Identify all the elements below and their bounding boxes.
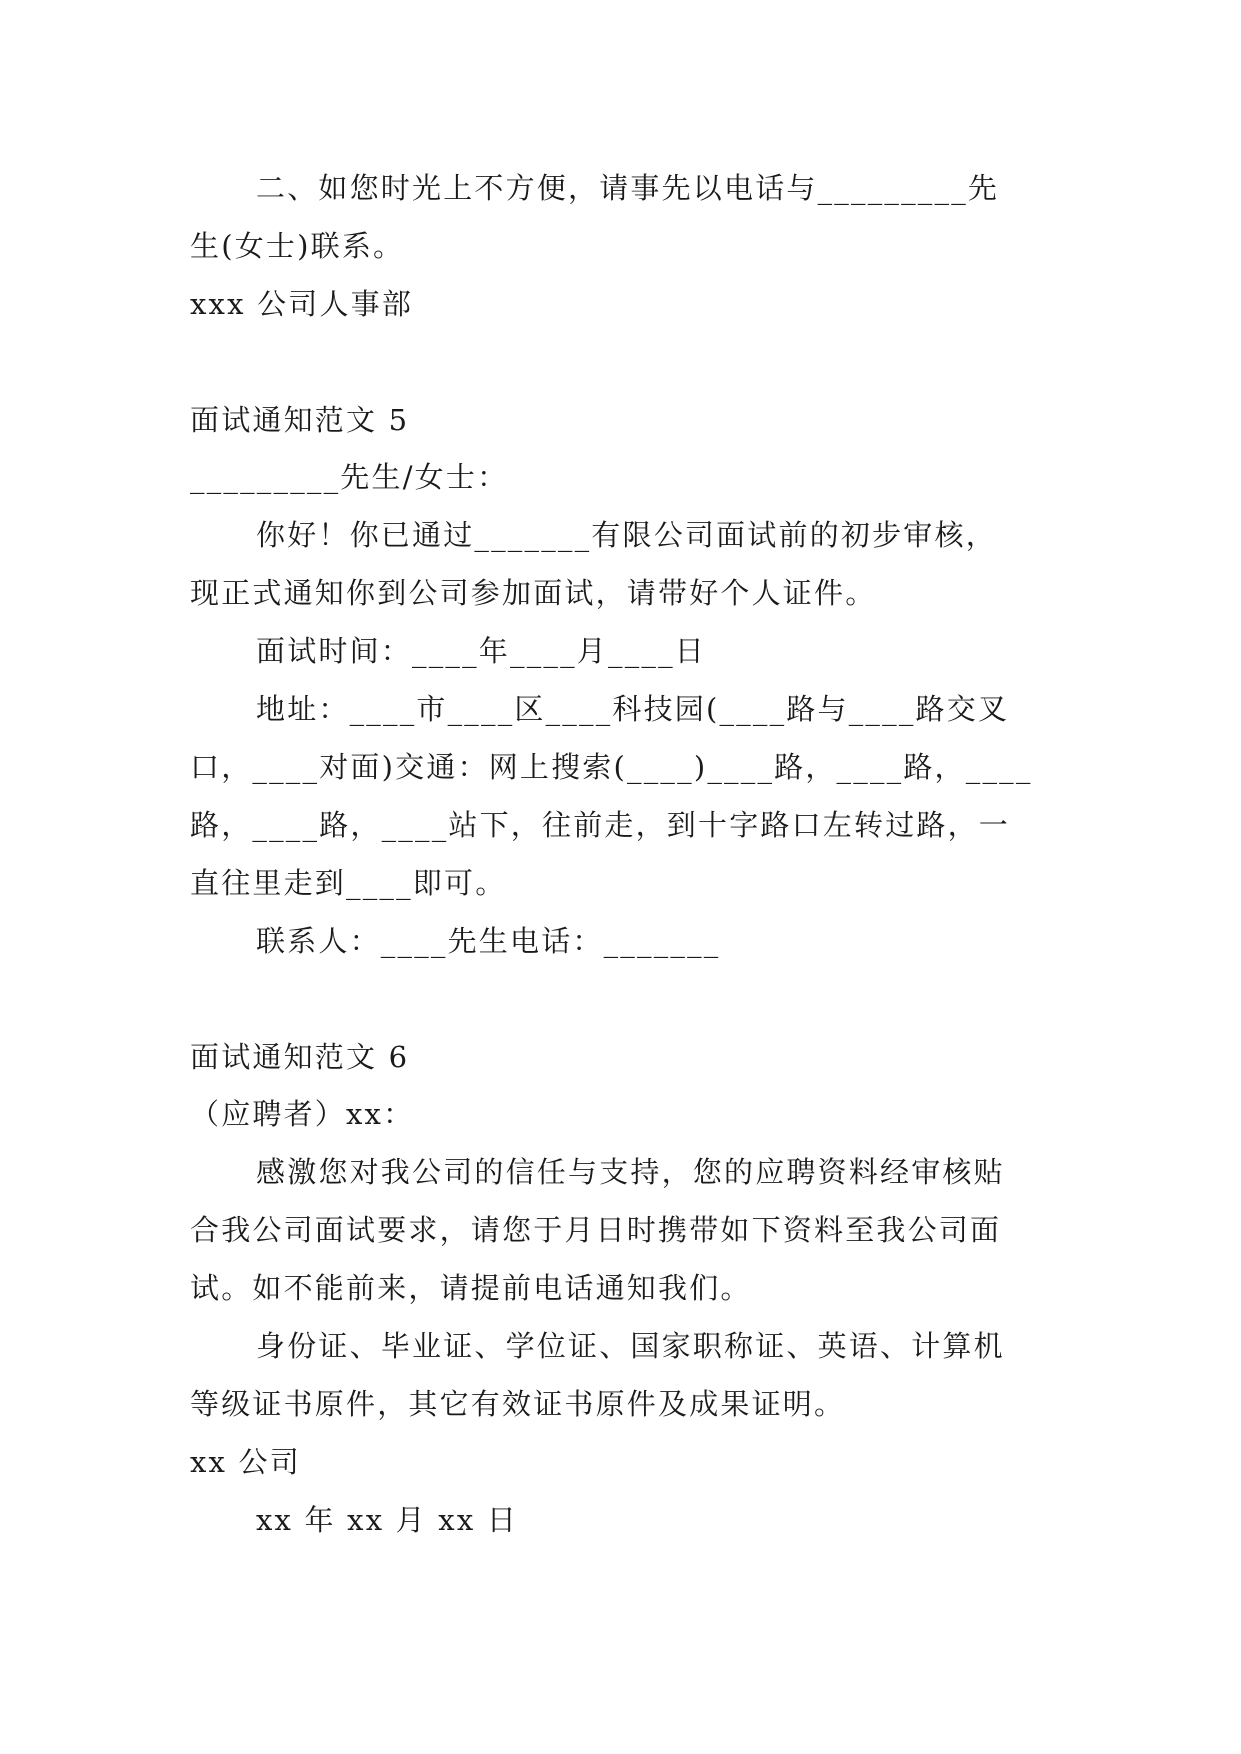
text-line: 二、如您时光上不方便，请事先以电话与_________先	[256, 171, 1000, 205]
text-line: _________先生/女士：	[190, 460, 509, 494]
text-line: 路，____路，____站下，往前走，到十字路口左转过路，一	[190, 808, 1011, 842]
section-heading: 面试通知范文 5	[190, 403, 410, 437]
text-line: 地址：____市____区____科技园(____路与____路交叉	[256, 692, 1010, 726]
text-line: （应聘者）xx：	[190, 1097, 415, 1131]
text-line: 试。如不能前来，请提前电话通知我们。	[190, 1271, 752, 1305]
text-line: xx 年 xx 月 xx 日	[256, 1503, 519, 1537]
text-line: 合我公司面试要求，请您于月日时携带如下资料至我公司面	[190, 1213, 1002, 1247]
text-line: 身份证、毕业证、学位证、国家职称证、英语、计算机	[256, 1329, 1005, 1363]
text-line: xxx 公司人事部	[190, 287, 414, 321]
text-line: 口，____对面)交通：网上搜索(____)____路，____路，____	[190, 750, 1033, 784]
text-line: 生(女士)联系。	[190, 229, 405, 263]
text-line: 联系人：____先生电话：_______	[256, 924, 721, 958]
text-line: 现正式通知你到公司参加面试，请带好个人证件。	[190, 576, 877, 610]
text-line: 直往里走到____即可。	[190, 866, 507, 900]
text-line: 等级证书原件，其它有效证书原件及成果证明。	[190, 1387, 846, 1421]
text-line: xx 公司	[190, 1445, 301, 1479]
text-line: 你好！你已通过_______有限公司面试前的初步审核，	[256, 518, 997, 552]
section-heading: 面试通知范文 6	[190, 1040, 410, 1074]
text-line: 感激您对我公司的信任与支持，您的应聘资料经审核贴	[256, 1155, 1005, 1189]
text-line: 面试时间：____年____月____日	[256, 634, 707, 668]
